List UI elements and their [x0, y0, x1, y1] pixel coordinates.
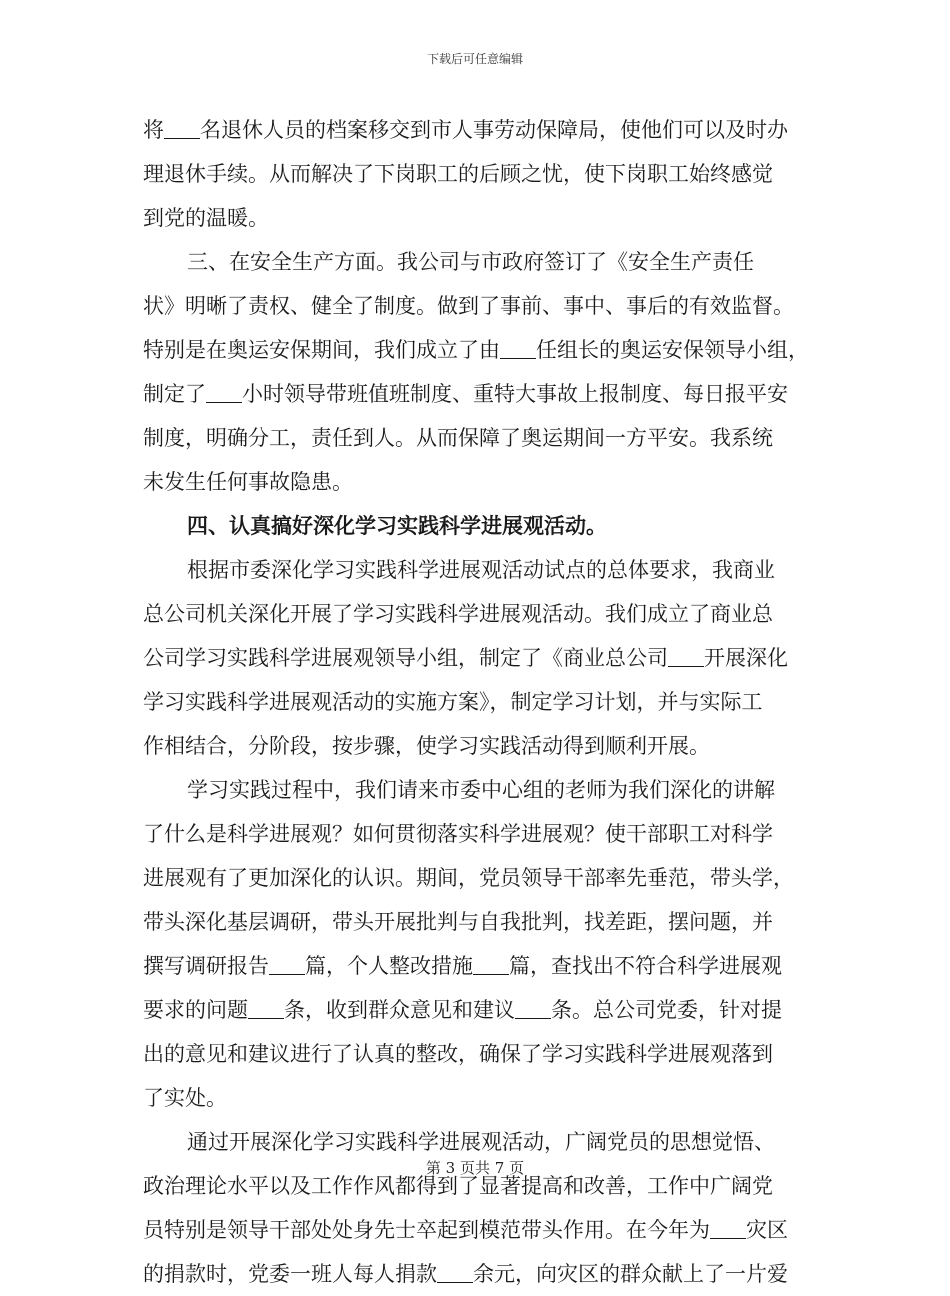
text-line: 了实处。	[143, 1086, 227, 1110]
page-header: 下载后可任意编辑	[426, 52, 523, 66]
text-line: 将 名退休人员的档案移交到市人事劳动保障局，使他们可以及时办	[143, 118, 788, 142]
fill-in-blank	[248, 998, 284, 1019]
text-line: 出的意见和建议进行了认真的整改，确保了学习实践科学进展观落到	[143, 1042, 773, 1066]
text-line: 带头深化基层调研，带头开展批判与自我批判，找差距，摆问题，并	[143, 910, 773, 934]
text-line: 到党的温暖。	[143, 206, 269, 230]
text-line: 进展观有了更加深化的认识。期间，党员领导干部率先垂范，带头学，	[143, 866, 794, 890]
text-line: 总公司机关深化开展了学习实践科学进展观活动。我们成立了商业总	[143, 602, 773, 626]
fill-in-blank	[515, 998, 551, 1019]
text-line: 撰写调研报告 篇，个人整改措施 篇，查找出不符合科学进展观	[143, 954, 782, 978]
text-line: 制度，明确分工，责任到人。从而保障了奥运期间一方平安。我系统	[143, 426, 773, 450]
fill-in-blank	[269, 954, 305, 975]
text-line: 学习实践过程中，我们请来市委中心组的老师为我们深化的讲解	[187, 778, 775, 802]
text-line: 公司学习实践科学进展观领导小组，制定了《商业总公司 开展深化	[143, 646, 788, 670]
fill-in-blank	[164, 118, 200, 139]
text-line: 三、在安全生产方面。我公司与市政府签订了《安全生产责任	[187, 250, 754, 274]
text-line: 的捐款时，党委一班人每人捐款 余元，向灾区的群众献上了一片爱	[143, 1262, 788, 1286]
text-line: 作相结合，分阶段，按步骤，使学习实践活动得到顺利开展。	[143, 734, 710, 758]
text-line: 要求的问题 条，收到群众意见和建议 条。总公司党委，针对提	[143, 998, 782, 1022]
fill-in-blank	[710, 1218, 746, 1239]
text-line: 员特别是领导干部处处身先士卒起到模范带头作用。在今年为 灾区	[143, 1218, 788, 1242]
text-line: 通过开展深化学习实践科学进展观活动，广阔党员的思想觉悟、	[187, 1130, 775, 1154]
document-body	[143, 108, 823, 1296]
fill-in-blank	[668, 646, 704, 667]
text-line: 理退休手续。从而解决了下岗职工的后顾之忧，使下岗职工始终感觉	[143, 162, 773, 186]
fill-in-blank	[206, 382, 242, 403]
text-line: 根据市委深化学习实践科学进展观活动试点的总体要求，我商业	[187, 558, 775, 582]
fill-in-blank	[500, 338, 536, 359]
fill-in-blank	[437, 1262, 473, 1283]
text-line: 特别是在奥运安保期间，我们成立了由 任组长的奥运安保领导小组，	[143, 338, 809, 362]
text-line: 学习实践科学进展观活动的实施方案》，制定学习计划，并与实际工	[143, 690, 763, 714]
text-line: 状》明晰了责权、健全了制度。做到了事前、事中、事后的有效监督。	[143, 294, 794, 318]
page-footer: 第 3 页共 7 页	[425, 1159, 525, 1177]
fill-in-blank	[473, 954, 509, 975]
text-line: 了什么是科学进展观？如何贯彻落实科学进展观？使干部职工对科学	[143, 822, 773, 846]
text-line: 未发生任何事故隐患。	[143, 470, 353, 494]
section-heading: 四、认真搞好深化学习实践科学进展观活动。	[187, 513, 607, 538]
text-line: 政治理论水平以及工作作风都得到了显著提高和改善，工作中广阔党	[143, 1174, 773, 1198]
text-line: 制定了 小时领导带班值班制度、重特大事故上报制度、每日报平安	[143, 382, 788, 406]
